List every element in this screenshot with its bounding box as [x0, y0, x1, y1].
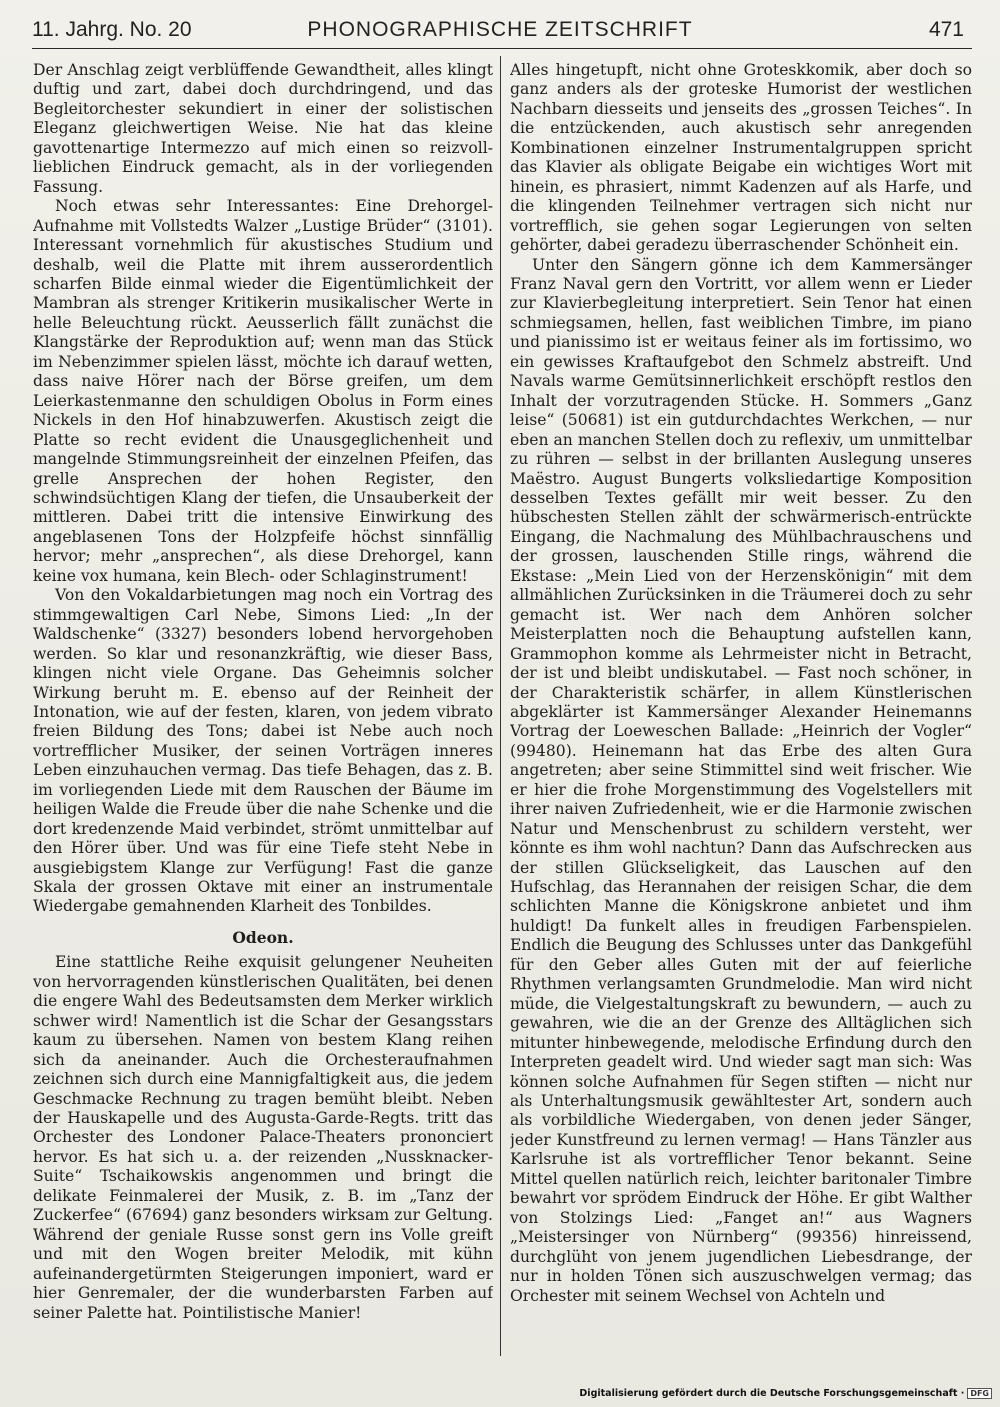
- issue-label: 11. Jahrg. No. 20: [32, 18, 192, 41]
- dfg-logo: DFG: [967, 1388, 992, 1399]
- article-paragraph: Eine stattliche Reihe exquisit gelungener Neuheiten von hervorragenden künstlerischen Qualitäten, bei denen die engere Wahl des Bedeutsamsten dem Merker wirklich schwer wird! Namentlich ist die Schar der Gesangsstars kaum zu übersehen. Namen von bestem Klang reihen sich da aneinander. Auch die Orchesteraufnahmen zeichnen sich durch eine Mannigfaltigkeit aus, die jedem Geschmacke Rechnung zu tragen bemüht bleibt. Neben der Hauskapelle und des Augusta-Garde-Regts. tritt das Orchester des Londoner Palace-Theaters prononciert hervor. Es hat sich u. a. der reizenden „Nussknacker-Suite“ Tschaikowskis angenommen und bringt die delikate Feinmalerei der Musik, z. B. im „Tanz der Zuckerfee“ (67694) ganz besonders wirksam zur Geltung. Während der geniale Russe sonst gern ins Volle greift und mit den Wogen breiter Melodik, mit kühn aufeinandergetürmten Steigerungen imponiert, ward er hier Genremaler, der die wunderbarsten Farben auf seiner Palette hat. Pointilistische Manier!: [33, 953, 493, 1322]
- column-divider: [500, 56, 501, 1356]
- right-column: [510, 61, 972, 1361]
- page-header: [32, 12, 968, 48]
- article-paragraph: Unter den Sängern gönne ich dem Kammersänger Franz Naval gern den Vortritt, vor allem wenn er Lieder zur Klavierbegleitung interpretiert. Sein Tenor hat einen schmiegsamen, hellen, fast weiblichen Timbre, im piano und pianissimo ist er weitaus feiner als im fortissimo, wo ein gewisses Kraftaufgebot den Schmelz abstreift. Und Navals warme Gemütsinnerlichkeit erschöpft restlos den Inhalt der vorzutragenden Stücke. H. Sommers „Ganz leise“ (50681) ist ein gutdurchdachtes Werkchen, — nur eben an manchen Stellen doch zu reflexiv, um unmittelbar zu rühren — selbst in der brillanten Auslegung unseres Maëstro. August Bungerts volksliedartige Komposition desselben Textes gefällt mir weit besser. Zu den hübschesten Stellen zählt der schwärmerisch-entrückte Eingang, die Nachmalung des Mühlbachrauschens und der grossen, lauschenden Stille rings, während die Ekstase: „Mein Lied von der Herzenskönigin“ mit dem allmählichen Zurücksinken in die Träumerei doch zu sehr gemacht ist. Wer nach dem Anhören solcher Meisterplatten noch die Behauptung aufstellen kann, Grammophon komme als Lehrmeister nicht in Betracht, der ist und bleibt undiskutabel. — Fast noch schöner, in der Charakteristik schärfer, in allem Künstlerischen abgeklärter ist Kammersänger Alexander Heinemanns Vortrag der Loeweschen Ballade: „Heinrich der Vogler“ (99480). Heinemann hat das Erbe des alten Gura angetreten; aber seine Stimmittel sind weit frischer. Wie er hier die frohe Morgenstimmung des Vogelstellers mit ihrer naiven Zufriedenheit, wie er die Harmonie zwischen Natur und Menschenbrust zu schildern versteht, wer könnte es ihm wohl nachtun? Dann das Aufschrecken aus der stillen Glückseligkeit, das Lauschen auf den Hufschlag, das Herannahen der reisigen Schar, die dem schlichten Manne die Königskrone anbietet und ihm huldigt! Da funkelt alles in freudigen Farbenspielen. Endlich die Beugung des Schlusses unter das Dankgefühl für den Geber alles Guten mit der auf feierliche Rhythmen verlangsamten Grundmelodie. Man wird nicht müde, die Vielgestaltungskraft zu bewundern, — auch zu gewahren, wie die an der Grenze des Alltäglichen sich mitunter hinbewegende, melodische Erfindung durch den Interpreten geadelt wird. Und wieder sagt man sich: Was können solche Aufnahmen für Segen stiften — nicht nur als Unterhaltungsmusik gewähltester Art, sondern auch als vorbildliche Wiedergaben, von denen jeder Sänger, jeder Kunstfreund zu lernen vermag! — Hans Tänzler aus Karlsruhe ist als vortrefflicher Tenor bekannt. Seine Mittel quellen natürlich reich, leichter baritonaler Timbre bewahrt vor sprödem Eindruck der Höhe. Er gibt Walther von Stolzings Lied: „Fanget an!“ aus Wagners „Meistersinger von Nürnberg“ (99356) hinreissend, durchglüht von jenem jugendlichen Liebesdrange, der nur in holden Tönen sich auszuschwelgen vermag; das Orchester mit seinem Wechsel von Achteln und: [510, 255, 972, 1305]
- page-number: 471: [928, 18, 964, 41]
- digitization-credit: [579, 1388, 992, 1399]
- article-paragraph: Der Anschlag zeigt verblüffende Gewandtheit, alles klingt duftig und zart, dabei doch durchdringend, und das Begleitorchester sekundiert in einer der solistischen Eleganz gleichwertigen Weise. Nie hat das kleine gavottenartige Intermezzo auf mich einen so reizvoll-lieblichen Eindruck gemacht, als in der vorliegenden Fassung.: [33, 61, 493, 196]
- article-paragraph: Alles hingetupft, nicht ohne Groteskkomik, aber doch so ganz anders als der groteske Humorist der westlichen Nachbarn diesseits und jenseits des „grossen Teiches“. In die entzückenden, auch akustisch sehr anregenden Kombinationen einzelner Instrumentalgruppen spricht das Klavier als obligate Beigabe ein wichtiges Wort mit hinein, es phrasiert, nimmt Kadenzen auf als Harfe, und die klingenden Teilnehmer vertragen sich nicht nur vortrefflich, sie gehen sogar Legierungen von selten gehörter, dabei geradezu überraschender Schönheit ein.: [510, 61, 972, 255]
- article-paragraph: Von den Vokaldarbietungen mag noch ein Vortrag des stimmgewaltigen Carl Nebe, Simons Lied: „In der Waldschenke“ (3327) besonders lobend hervorgehoben werden. So klar und resonanzkräftig, wie dieser Bass, klingen nicht viele Organe. Das Geheimnis solcher Wirkung beruht m. E. ebenso auf der Reinheit der Intonation, wie auf der festen, klaren, von jedem vibrato freien Bildung des Tons; dabei ist Nebe auch noch vortrefflicher Musiker, der seinen Vorträgen inneres Leben einzuhauchen vermag. Das tiefe Behagen, das z. B. im vorliegenden Liede mit dem Rauschen der Bäume im heiligen Walde die Freude über die nahe Schenke und die dort kredenzende Maid verbindet, strömt unmittelbar auf den Hörer über. Und was für eine Tiefe steht Nebe in ausgiebigstem Klange zur Verfügung! Fast die ganze Skala der grossen Oktave mit einer an instrumentale Wiedergabe gemahnenden Klarheit des Tonbildes.: [33, 586, 493, 916]
- article-paragraph: Noch etwas sehr Interessantes: Eine Drehorgel-Aufnahme mit Vollstedts Walzer „Lustige Brüder“ (3101). Interessant vornehmlich für akustisches Studium und deshalb, weil die Platte mit ihrem ausserordentlich scharfen Bilde einmal wieder die Eigentümlichkeit der Mambran als strenger Kritikerin musikalischer Werte in helle Beleuchtung rückt. Aeusserlich fällt zunächst die Klangstärke der Reproduktion auf; wenn man das Stück im Nebenzimmer spielen lässt, möchte ich darauf wetten, dass naive Hörer nach der Börse greifen, um dem Leierkastenmanne den schuldigen Obolus in Form eines Nickels in den Hof hinabzuwerfen. Akustisch zeigt die Platte so recht evident die Unausgeglichenheit und mangelnde Stimmungsreinheit der einzelnen Pfeifen, das grelle Ansprechen der hohen Register, den schwindsüchtigen Klang der tiefen, die Unsauberkeit der mittleren. Dabei tritt die intensive Einwirkung des angeblasenen Tons der Holzpfeife höchst sinnfällig hervor; mehr „ansprechen“, als diese Drehorgel, kann keine vox humana, kein Blech- oder Schlaginstrument!: [33, 197, 493, 585]
- section-heading-odeon: Odeon.: [232, 927, 294, 947]
- left-column: [33, 61, 493, 1361]
- header-rule: [32, 48, 972, 49]
- journal-title: PHONOGRAPHISCHE ZEITSCHRIFT: [307, 18, 693, 41]
- credit-text: Digitalisierung gefördert durch die Deutsche Forschungsgemeinschaft ·: [579, 1388, 965, 1399]
